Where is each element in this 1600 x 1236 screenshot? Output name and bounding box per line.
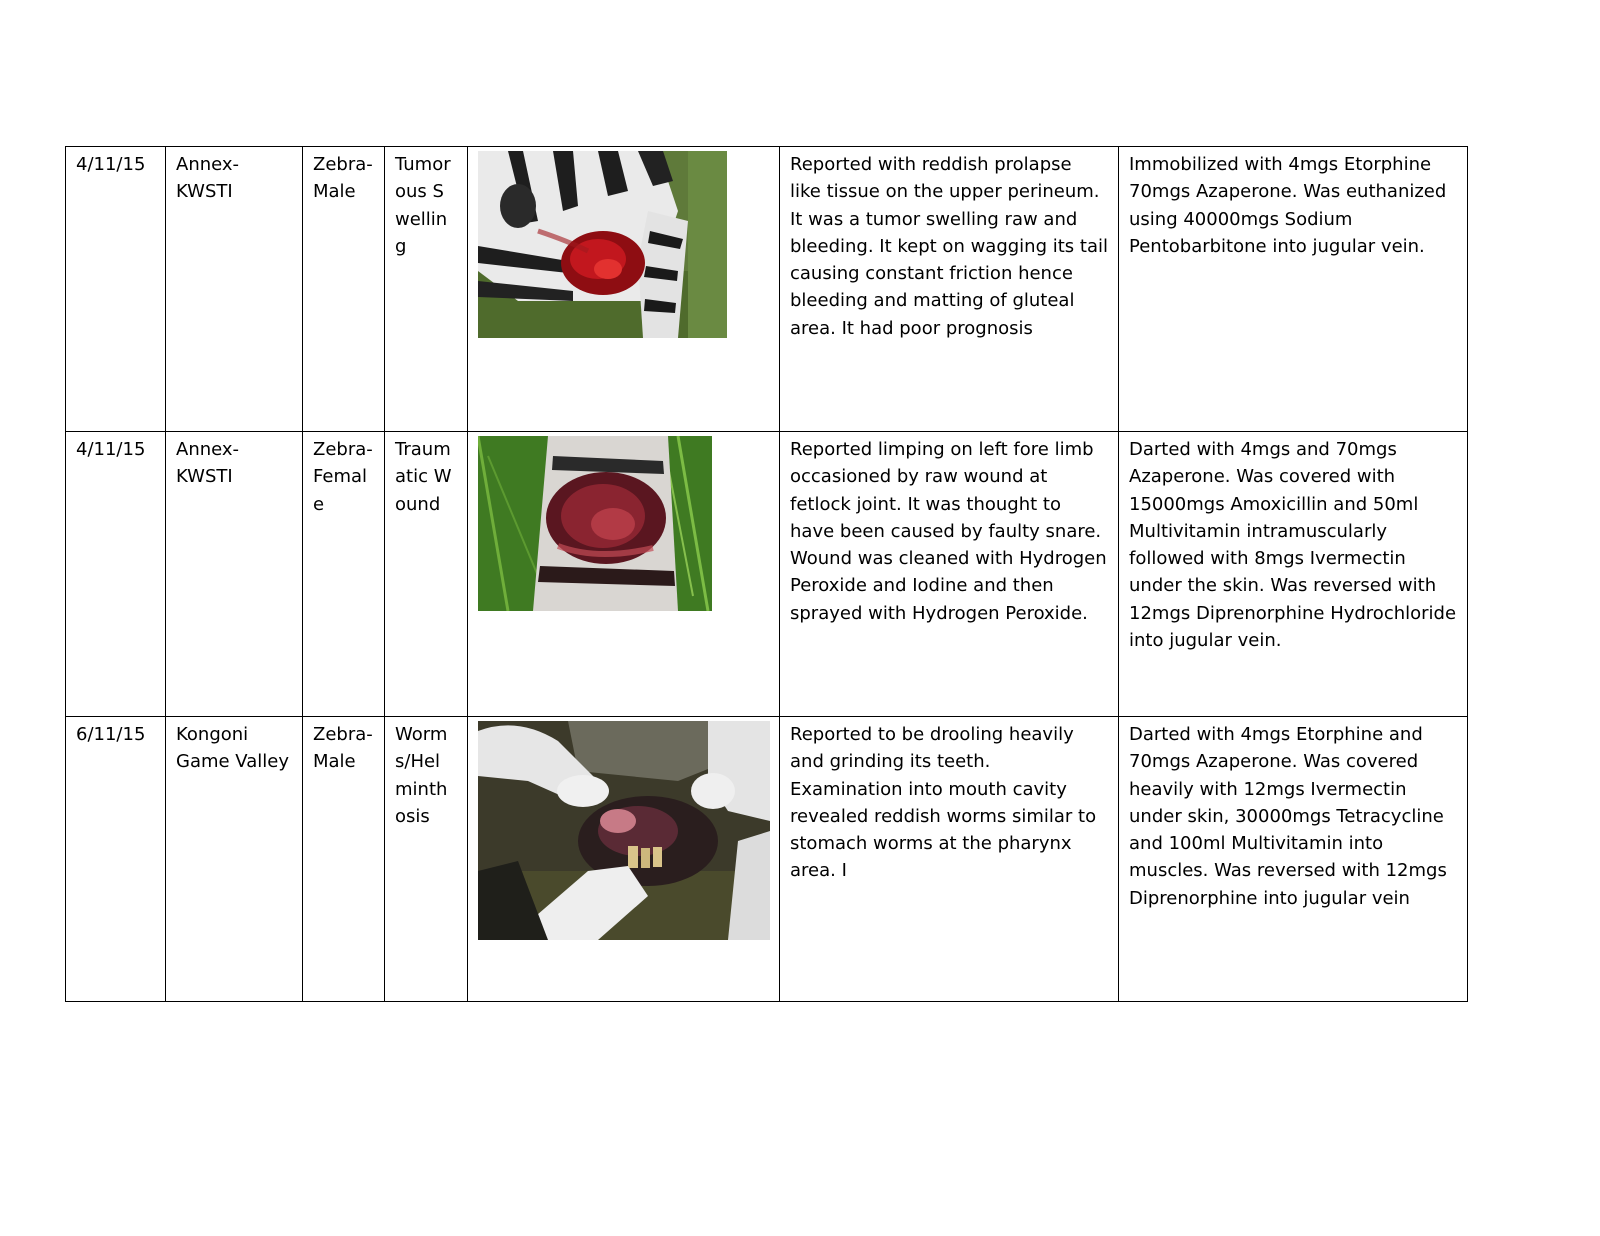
case-history-cell: Reported with reddish prolapse like tissue on the upper perineum. It was a tumor swelling raw and bleeding. It kept on wagging its tail causing constant friction hence bleeding and matting of gluteal area. It had poor prognosis xyxy=(780,147,1119,432)
case-records-table xyxy=(65,146,1468,1002)
photo-cell xyxy=(468,717,780,1002)
table-row xyxy=(66,717,1468,1002)
photo-cell xyxy=(468,147,780,432)
zebra-perineum-tumor-photo xyxy=(478,151,727,338)
treatment-cell: Darted with 4mgs and 70mgs Azaperone. Was covered with 15000mgs Amoxicillin and 50ml Multivitamin intramuscularly followed with 8mgs Ivermectin under the skin. Was reversed with 12mgs Diprenorphine Hydrochloride into jugular vein. xyxy=(1119,432,1468,717)
table-row xyxy=(66,432,1468,717)
location-cell: Annex-KWSTI xyxy=(166,432,303,717)
case-history-cell: Reported limping on left fore limb occasioned by raw wound at fetlock joint. It was thought to have been caused by faulty snare. Wound was cleaned with Hydrogen Peroxide and Iodine and then sprayed with Hydrogen Peroxide. xyxy=(780,432,1119,717)
date-cell: 4/11/15 xyxy=(66,432,166,717)
date-cell: 6/11/15 xyxy=(66,717,166,1002)
condition-cell: Traumatic Wound xyxy=(385,432,468,717)
treatment-cell: Immobilized with 4mgs Etorphine 70mgs Azaperone. Was euthanized using 40000mgs Sodium Pentobarbitone into jugular vein. xyxy=(1119,147,1468,432)
animal-cell: Zebra-Male xyxy=(303,147,385,432)
location-cell: Annex-KWSTI xyxy=(166,147,303,432)
table-row xyxy=(66,147,1468,432)
condition-cell: Tumorous Swelling xyxy=(385,147,468,432)
case-history-cell: Reported to be drooling heavily and grinding its teeth. Examination into mouth cavity revealed reddish worms similar to stomach worms at the pharynx area. I xyxy=(780,717,1119,1002)
zebra-fetlock-wound-photo xyxy=(478,436,712,611)
animal-cell: Zebra-Female xyxy=(303,432,385,717)
photo-cell xyxy=(468,432,780,717)
animal-cell: Zebra-Male xyxy=(303,717,385,1002)
zebra-mouth-examination-photo xyxy=(478,721,770,940)
condition-cell: Worms/Helminthosis xyxy=(385,717,468,1002)
treatment-cell: Darted with 4mgs Etorphine and 70mgs Azaperone. Was covered heavily with 12mgs Ivermectin under skin, 30000mgs Tetracycline and 100ml Multivitamin into muscles. Was reversed with 12mgs Diprenorphine into jugular vein xyxy=(1119,717,1468,1002)
location-cell: Kongoni Game Valley xyxy=(166,717,303,1002)
date-cell: 4/11/15 xyxy=(66,147,166,432)
